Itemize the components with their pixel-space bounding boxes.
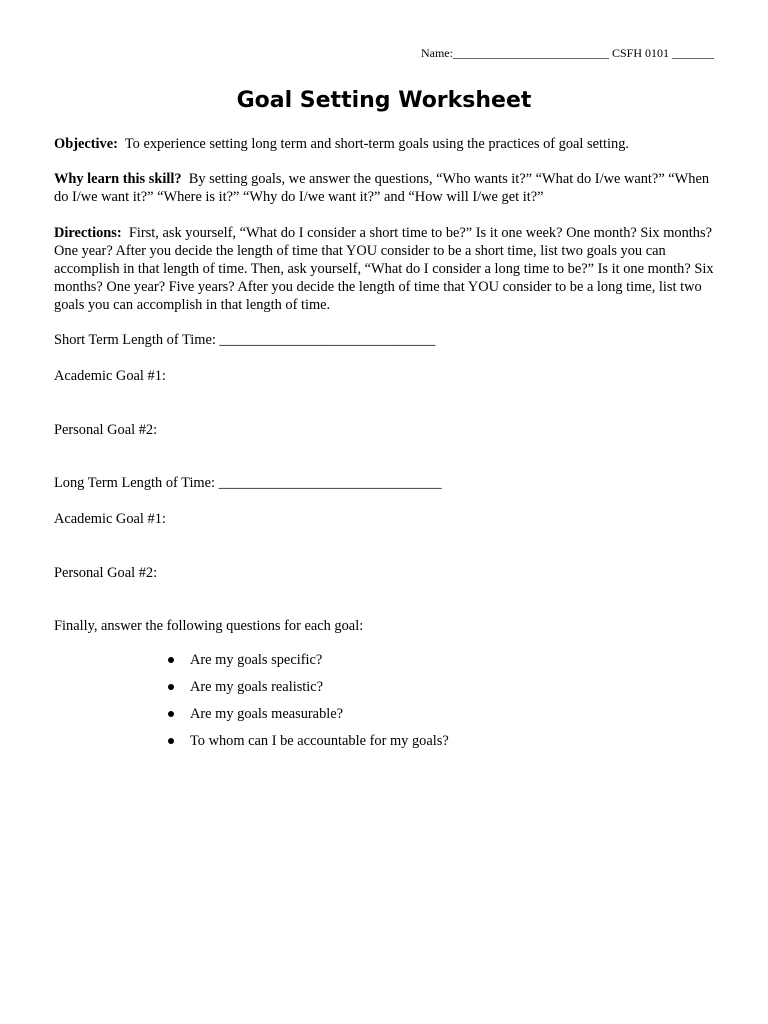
list-item: Are my goals measurable?	[190, 705, 449, 732]
list-item: Are my goals realistic?	[190, 678, 449, 705]
list-item: Are my goals specific?	[190, 651, 449, 678]
short-term-academic-goal: Academic Goal #1:	[54, 368, 166, 384]
short-term-length-field: Short Term Length of Time: ______________________________	[54, 332, 436, 348]
directions-paragraph	[54, 224, 714, 314]
header-line	[421, 46, 714, 61]
objective-text: To experience setting long term and short-term goals using the practices of goal setting.	[124, 136, 629, 152]
bullet-icon	[168, 657, 174, 663]
bullet-icon	[168, 684, 174, 690]
finally-instruction: Finally, answer the following questions for each goal:	[54, 618, 364, 634]
long-term-academic-goal: Academic Goal #1:	[54, 511, 166, 527]
short-term-personal-goal: Personal Goal #2:	[54, 422, 158, 438]
page-title: Goal Setting Worksheet	[236, 88, 532, 113]
objective-paragraph	[54, 135, 714, 153]
objective-label: Objective:	[54, 136, 118, 152]
bullet-icon	[168, 738, 174, 744]
directions-label: Directions:	[54, 225, 122, 241]
why-paragraph	[54, 170, 714, 206]
name-field-label: Name:__________________________	[420, 46, 609, 60]
why-text: By setting goals, we answer the questions, “Who wants it?” “What do I/we want?” “When do I/we want it?” “Where is it?” “Why do I/we want it?” and “How will I/we get it?”	[54, 171, 710, 205]
list-item: To whom can I be accountable for my goals?	[190, 732, 449, 759]
bullet-icon	[168, 711, 174, 717]
long-term-length-field: Long Term Length of Time: _______________________________	[54, 475, 442, 491]
why-label: Why learn this skill?	[54, 171, 182, 187]
directions-text: First, ask yourself, “What do I consider a short time to be?” Is it one week? One month? Six months? One year? After you decide the length of time that YOU consider to be a short time, list two goals you can accomplish in that length of time. Then, ask yourself, “What do I consider a long time to be?” Is it one month? Six months? One year? Five years? After you decide the length of time that YOU consider to be a long time, list two goals you can accomplish in that length of time.	[54, 225, 714, 313]
question-list	[190, 651, 449, 759]
long-term-personal-goal: Personal Goal #2:	[54, 565, 158, 581]
worksheet-page	[54, 0, 714, 1024]
course-field-label: CSFH 0101 _______	[611, 46, 714, 60]
